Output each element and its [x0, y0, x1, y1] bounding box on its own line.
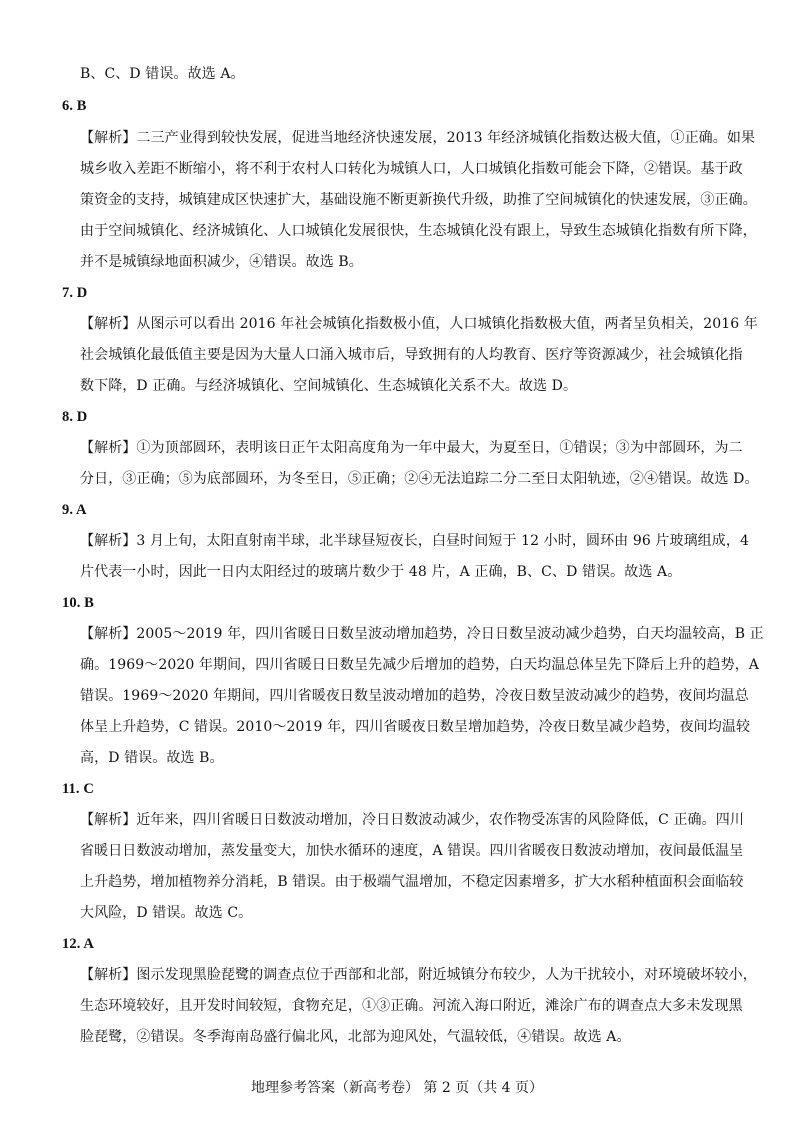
text-line: 大风险，D 错误。故选 C。 — [80, 905, 253, 921]
text-line: 错误。1969～2020 年期间，四川省暖夜日数呈波动增加的趋势，冷夜日数呈波动减少的趋势，夜间均温总 — [80, 688, 749, 704]
question-number: 6. B — [62, 98, 87, 114]
text-line: 并不是城镇绿地面积减少，④错误。故选 B。 — [80, 254, 363, 270]
question-number: 10. B — [62, 595, 94, 611]
question-number: 8. D — [62, 409, 88, 425]
text-line: B、C、D 错误。故选 A。 — [80, 66, 245, 82]
text-line: 体呈上升趋势，C 错误。2010～2019 年，四川省暖夜日数呈增加趋势，冷夜日数呈减少趋势，夜间均温较 — [80, 719, 751, 735]
question-number: 9. A — [62, 502, 87, 518]
text-line: 【解析】①为顶部圆环，表明该日正午太阳高度角为一年中最大，为夏至日，①错误；③为中部圆环，为二 — [80, 440, 743, 456]
text-line: 数下降，D 正确。与经济城镇化、空间城镇化、生态城镇化关系不大。故选 D。 — [80, 378, 578, 394]
question-number: 11. C — [62, 781, 94, 797]
question-number: 12. A — [62, 936, 94, 952]
text-line: 高，D 错误。故选 B。 — [80, 750, 224, 766]
page-footer: 地理参考答案（新高考卷） 第 2 页（共 4 页） — [250, 1080, 544, 1096]
text-line: 由于空间城镇化、经济城镇化、人口城镇化发展很快，生态城镇化没有跟上，导致生态城镇化指数有所下降， — [80, 223, 757, 239]
text-line: 城乡收入差距不断缩小，将不利于农村人口转化为城镇人口，人口城镇化指数可能会下降，②错误。基于政 — [80, 161, 743, 177]
text-line: 【解析】3 月上旬，太阳直射南半球，北半球昼短夜长，白昼时间短于 12 小时，圆环由 96 片玻璃组成，4 — [80, 533, 749, 549]
text-line: 社会城镇化最低值主要是因为大量人口涌入城市后，导致拥有的人均教育、医疗等资源减少，社会城镇化指 — [80, 347, 743, 363]
text-line: 【解析】2005～2019 年，四川省暖日日数呈波动增加趋势，冷日日数呈波动减少趋势，白天均温较高，B 正 — [80, 626, 764, 642]
text-line: 省暖日日数波动增加，蒸发量变大，加快水循环的速度，A 错误。四川省暖夜日数波动增加，夜间最低温呈 — [80, 843, 744, 859]
text-line: 【解析】二三产业得到较快发展，促进当地经济快速发展，2013 年经济城镇化指数达极大值，①正确。如果 — [80, 130, 756, 146]
text-line: 【解析】图示发现黑脸琵鹭的调查点位于西部和北部，附近城镇分布较少，人为干扰较小，对环境破坏较小， — [80, 967, 757, 983]
text-line: 脸琵鹭，②错误。冬季海南岛盛行偏北风，北部为迎风处，气温较低，④错误。故选 A。 — [80, 1029, 631, 1045]
text-line: 分日，③正确；⑤为底部圆环，为冬至日，⑤正确；②④无法追踪二分二至日太阳轨迹，②④错误。故选 D。 — [80, 471, 759, 487]
text-line: 生态环境较好，且开发时间较短，食物充足，①③正确。河流入海口附近，滩涂广布的调查点大多未发现黑 — [80, 998, 743, 1014]
text-line: 片代表一小时，因此一日内太阳经过的玻璃片数少于 48 片，A 正确，B、C、D 错误。故选 A。 — [80, 564, 682, 580]
text-line: 【解析】从图示可以看出 2016 年社会城镇化指数极小值，人口城镇化指数极大值，两者呈负相关，2016 年 — [80, 316, 758, 332]
question-number: 7. D — [62, 285, 88, 301]
text-line: 【解析】近年来，四川省暖日日数波动增加，冷日日数波动减少，农作物受冻害的风险降低，C 正确。四川 — [80, 812, 744, 828]
text-line: 确。1969～2020 年期间，四川省暖日日数呈先减少后增加的趋势，白天均温总体呈先下降后上升的趋势，A — [80, 657, 760, 673]
text-line: 上升趋势，增加植物养分消耗，B 错误。由于极端气温增加，不稳定因素增多，扩大水稻种植面积会面临较 — [80, 874, 744, 890]
text-line: 策资金的支持，城镇建成区快速扩大，基础设施不断更新换代升级，助推了空间城镇化的快速发展，③正确。 — [80, 192, 757, 208]
